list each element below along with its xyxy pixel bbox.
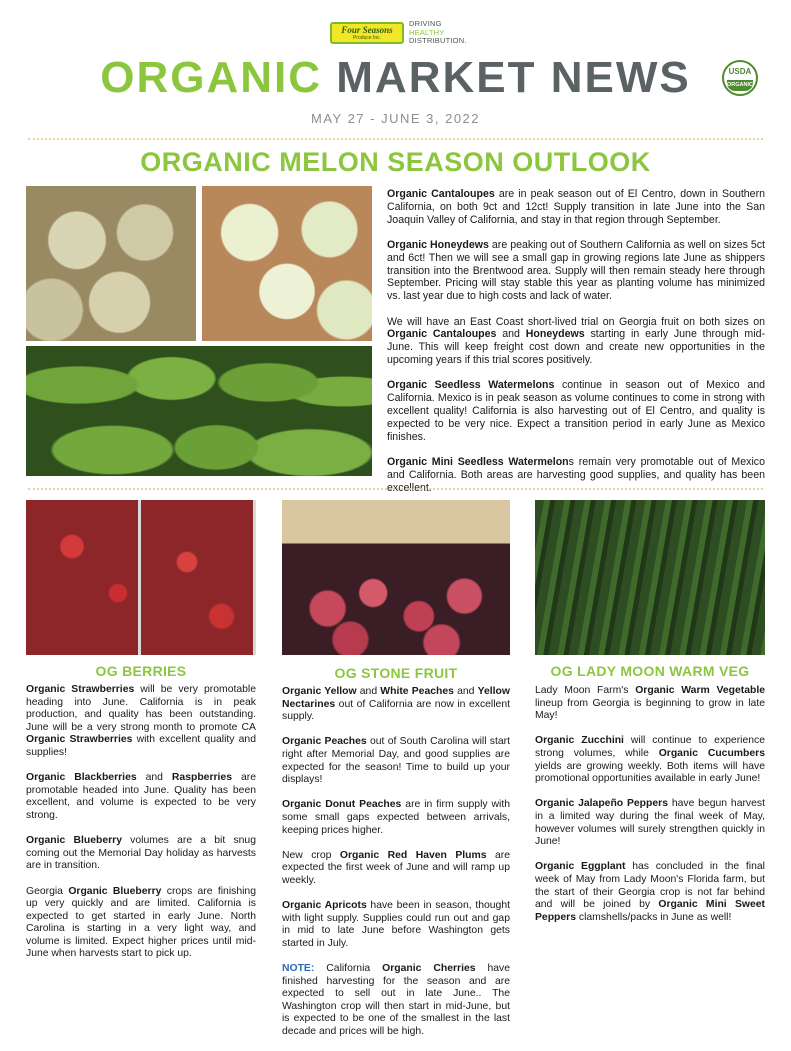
four-seasons-logo <box>330 22 404 44</box>
bold-run: Organic Blueberry <box>68 885 162 897</box>
text-run: with excellent quality and supplies! <box>26 734 256 758</box>
issue-date: MAY 27 - JUNE 3, 2022 <box>310 111 481 126</box>
bold-run: Honeydews <box>525 328 585 341</box>
title-market-news: MARKET NEWS <box>336 53 691 102</box>
text-run: clamshells/packs in June as well! <box>576 911 732 923</box>
warm-veg-article <box>535 685 765 937</box>
article-paragraph <box>282 736 510 786</box>
usda-seal-bottom: ORGANIC <box>727 80 753 91</box>
honeydew-photo <box>202 186 372 341</box>
article-paragraph <box>26 684 256 760</box>
berries-photo <box>26 500 256 655</box>
text-run: are in peak season out of El Centro, down in Southern California, on both 9ct and 12ct! Supply transition in late June into the San Joaquin Valley of California, and stay in that region through September. <box>387 188 765 226</box>
dotted-divider <box>28 138 763 140</box>
dotted-divider <box>28 488 763 490</box>
section-title: ORGANIC MELON SEASON OUTLOOK <box>140 147 651 177</box>
text-run: have been in season, thought with light supply. Supplies could run out and gap in mid to late June before Washington gets started in July. <box>282 900 510 949</box>
text-run: out of California are now in excellent supply. <box>282 698 510 723</box>
text-run: s remain very promotable out of Mexico and California. Both areas are harvesting good supplies, and quality has been excellent. <box>387 455 765 494</box>
article-paragraph <box>387 188 765 226</box>
text-run: will be very promotable heading into June. California is in peak production, and quality has been outstanding. June will be a very strong month to promote CA <box>26 684 257 733</box>
tagline <box>409 20 469 46</box>
stone-fruit-photo <box>282 500 510 655</box>
text-run: Lady Moon Farm's <box>535 685 636 696</box>
bold-run: Organic Blackberries <box>26 772 137 784</box>
bold-run: Organic Cantaloupes <box>387 328 497 341</box>
article-paragraph <box>26 772 256 822</box>
text-run: have begun harvest in a limited way during the final week of May, however volumes will surely strengthen quickly in June! <box>535 798 765 848</box>
bold-run: Organic Zucchini <box>535 735 624 747</box>
bold-run: Organic Red Haven Plums <box>339 849 487 861</box>
text-run: have finished harvesting for the season and are expected to sell out in late June.. The Washington crop will then start in mid-June, but is expected to be one of the smallest in the last decade and prices will be high. <box>282 963 511 1038</box>
text-run: volumes are a bit snug coming out the Memorial Day holiday as harvests are in transition. <box>26 835 256 872</box>
bold-run: Organic Warm Vegetable <box>635 685 765 696</box>
article-paragraph <box>282 799 510 837</box>
bold-run: Organic Seedless Watermelons <box>387 379 555 392</box>
bold-run: Organic Blueberry <box>26 835 122 847</box>
text-run: will continue to experience strong volumes, while <box>535 735 765 759</box>
zucchini-photo <box>535 500 765 655</box>
melon-article <box>387 188 765 507</box>
tagline-line-1: DRIVING <box>409 19 442 28</box>
text-run: are expected the first week of June and will ramp up weekly. <box>282 849 510 886</box>
text-run: are peaking out of Southern California as well on sizes 5ct and 6ct! Then we will see a small gap in growing regions late June as shippers transition into the Brentwood area. Supply will then remain steady here through September. Pricing will stay stable this year as planting volume has minimized vs. last year due to high costs and lack of water. <box>387 238 766 303</box>
bold-run: Organic Cherries <box>382 963 476 975</box>
stone-fruit-article <box>282 686 510 1051</box>
text-run: New crop <box>282 849 340 861</box>
bold-run: Organic Mini Seedless Watermelon <box>387 455 569 468</box>
bold-run: Raspberries <box>171 772 232 784</box>
stone-fruit-heading: OG STONE FRUIT <box>334 665 458 681</box>
logo-sub: Produce Inc. <box>352 35 382 41</box>
bold-run: Organic Mini Sweet Peppers <box>535 899 765 923</box>
bold-run: Organic Jalapeño Peppers <box>535 798 668 810</box>
text-run: crops are finishing up very quickly and are limited. California is expected to get started in early June. North Carolina is starting in a very light way, and volume is limited. Expect higher prices until mid-June when harvests start to pick up. <box>26 885 256 960</box>
logo-row <box>0 18 791 48</box>
berries-article <box>26 684 256 974</box>
article-paragraph <box>535 735 765 785</box>
bold-run: Organic Donut Peaches <box>282 799 402 811</box>
article-paragraph <box>282 963 510 1039</box>
text-run: Georgia <box>26 885 69 897</box>
text-run: starting in early June through mid-June. This will keep freight cost down and create new opportunities in the upcoming years if this trial scores positively. <box>387 328 766 366</box>
bold-run: Organic Peaches <box>282 736 367 748</box>
note-label: NOTE: <box>282 963 315 975</box>
bold-run: Organic Cucumbers <box>658 747 765 759</box>
bold-run: Organic Cantaloupes <box>387 188 495 200</box>
text-run: are in firm supply with some small gaps expected between arrivals, keeping prices higher. <box>282 799 510 836</box>
text-run: We will have an East Coast short-lived trial on Georgia fruit on both sizes on <box>387 315 765 328</box>
berries-heading: OG BERRIES <box>95 663 187 679</box>
usda-seal-top: USDA <box>728 67 752 76</box>
bold-run: Organic Apricots <box>282 900 367 912</box>
watermelon-photo <box>26 346 372 476</box>
bold-run: Yellow Nectarines <box>282 686 510 710</box>
article-paragraph <box>535 685 765 723</box>
bold-run: White Peaches <box>380 686 454 697</box>
cantaloupe-photo <box>26 186 196 341</box>
article-paragraph <box>387 316 765 367</box>
article-paragraph <box>282 900 510 950</box>
tagline-line-3: DISTRIBUTION. <box>409 36 467 45</box>
bold-run: Organic Honeydews <box>387 238 489 251</box>
bold-run: Organic Eggplant <box>535 861 626 873</box>
logo-name: Four Seasons <box>341 25 393 35</box>
article-paragraph <box>282 686 510 724</box>
text-run: and <box>496 328 526 341</box>
text-run: has concluded in the final week of May from Lady Moon's Florida farm, but the start of their Georgia crop is not far behind and will be joined by <box>535 861 765 911</box>
warm-veg-heading: OG LADY MOON WARM VEG <box>550 663 750 679</box>
masthead-title <box>0 52 791 104</box>
article-paragraph <box>26 835 256 873</box>
text-run: are promotable headed into June. Quality has been excellent, and volume is expected to be very strong. <box>26 772 256 821</box>
article-paragraph <box>387 379 765 443</box>
article-paragraph <box>535 798 765 848</box>
article-paragraph <box>387 239 765 303</box>
text-run: and <box>356 686 381 697</box>
text-run: and <box>136 772 172 784</box>
tagline-line-2: HEALTHY <box>409 27 445 37</box>
text-run: yields are growing weekly. Both items will have promotional opportunities available in early June! <box>535 760 765 785</box>
article-paragraph <box>535 861 765 924</box>
bold-run: Organic Strawberries <box>26 734 133 746</box>
article-paragraph <box>26 886 256 962</box>
text-run: and <box>453 686 478 697</box>
text-run: lineup from Georgia is beginning to grow in late May! <box>535 697 765 722</box>
text-run: out of South Carolina will start right after Memorial Day, and good supplies are expected for the season! Time to build up your displays! <box>282 736 510 786</box>
bold-run: Organic Yellow <box>282 686 357 697</box>
text-run: continue in season out of Mexico and California. Mexico is in peak season as volume continues to come in strong with excellent quality! California is also harvesting out of El Centro, and quality is expected to be very nice. Expect a transition period in early June as Mexico finishes. <box>387 379 765 443</box>
bold-run: Organic Strawberries <box>26 684 135 695</box>
article-paragraph <box>282 850 510 888</box>
title-organic: ORGANIC <box>100 53 323 102</box>
text-run: California <box>314 963 383 975</box>
usda-organic-seal <box>722 60 758 96</box>
